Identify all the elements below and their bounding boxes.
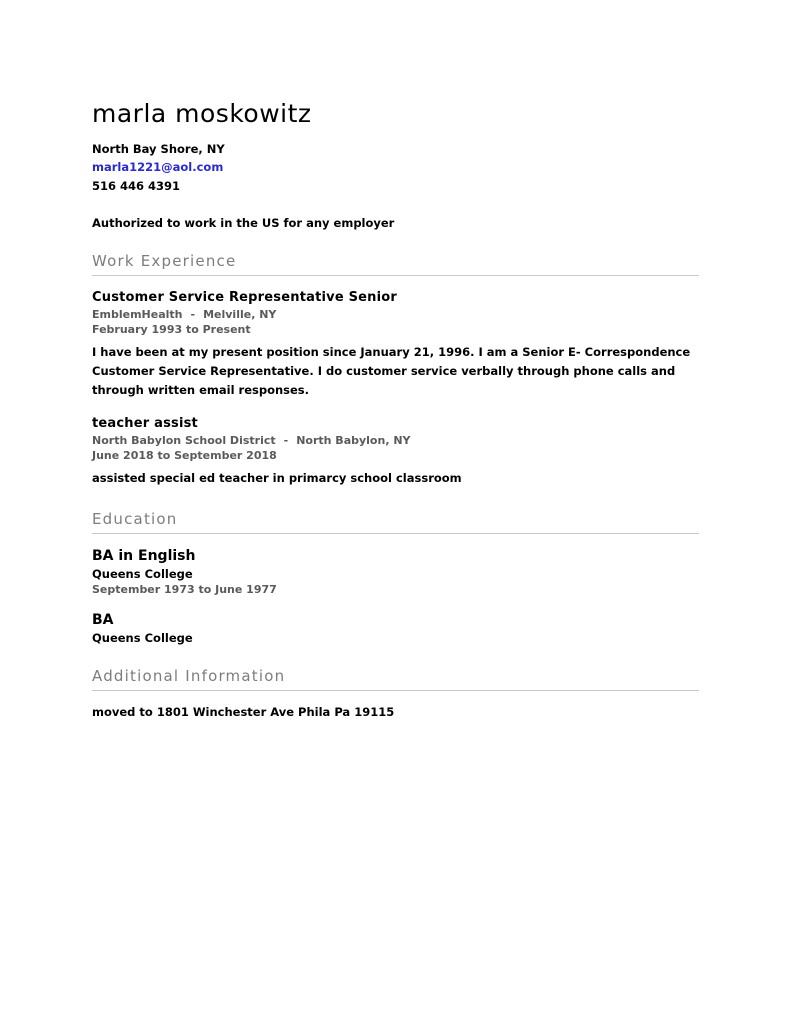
resume-document [92,100,699,719]
candidate-location: North Bay Shore, NY [92,141,225,156]
work-company-location [92,308,699,321]
work-company: EmblemHealth [92,308,183,322]
section-education [92,510,699,645]
resume-header [92,100,699,230]
work-description: I have been at my present position since January 21, 1996. I am a Senior E- Correspondence Customer Service Representative. I do customer service verbally through phone calls and through written email responses. [92,345,691,398]
candidate-phone: 516 446 4391 [92,179,181,194]
education-entry [92,612,699,645]
section-title-education: Education [92,510,699,534]
education-entry [92,548,699,596]
education-school: Queens College [92,567,193,582]
work-company: North Babylon School District [92,434,276,448]
education-degree: BA in English [92,548,196,565]
section-work-experience [92,252,699,488]
education-school: Queens College [92,631,193,646]
work-entry [92,416,699,488]
work-separator: - [283,434,289,448]
section-title-work-experience: Work Experience [92,252,699,276]
work-dates: February 1993 to Present [92,323,251,337]
section-title-additional-information: Additional Information [92,667,699,691]
email-link[interactable]: marla1221@aol.com [92,160,224,175]
work-description: assisted special ed teacher in primarcy school classroom [92,471,462,486]
work-job-title: teacher assist [92,416,198,432]
work-authorization: Authorized to work in the US for any employer [92,216,395,231]
work-entry [92,290,699,400]
candidate-name: marla moskowitz [92,99,312,128]
work-location: North Babylon, NY [296,434,411,448]
additional-information-text: moved to 1801 Winchester Ave Phila Pa 19115 [92,705,395,720]
education-dates: September 1973 to June 1977 [92,583,277,597]
education-degree: BA [92,612,114,629]
work-job-title: Customer Service Representative Senior [92,290,398,306]
work-company-location [92,434,699,447]
section-additional-information [92,667,699,719]
work-location: Melville, NY [203,308,277,322]
work-separator: - [190,308,196,322]
work-dates: June 2018 to September 2018 [92,449,277,463]
candidate-email[interactable] [92,158,699,177]
